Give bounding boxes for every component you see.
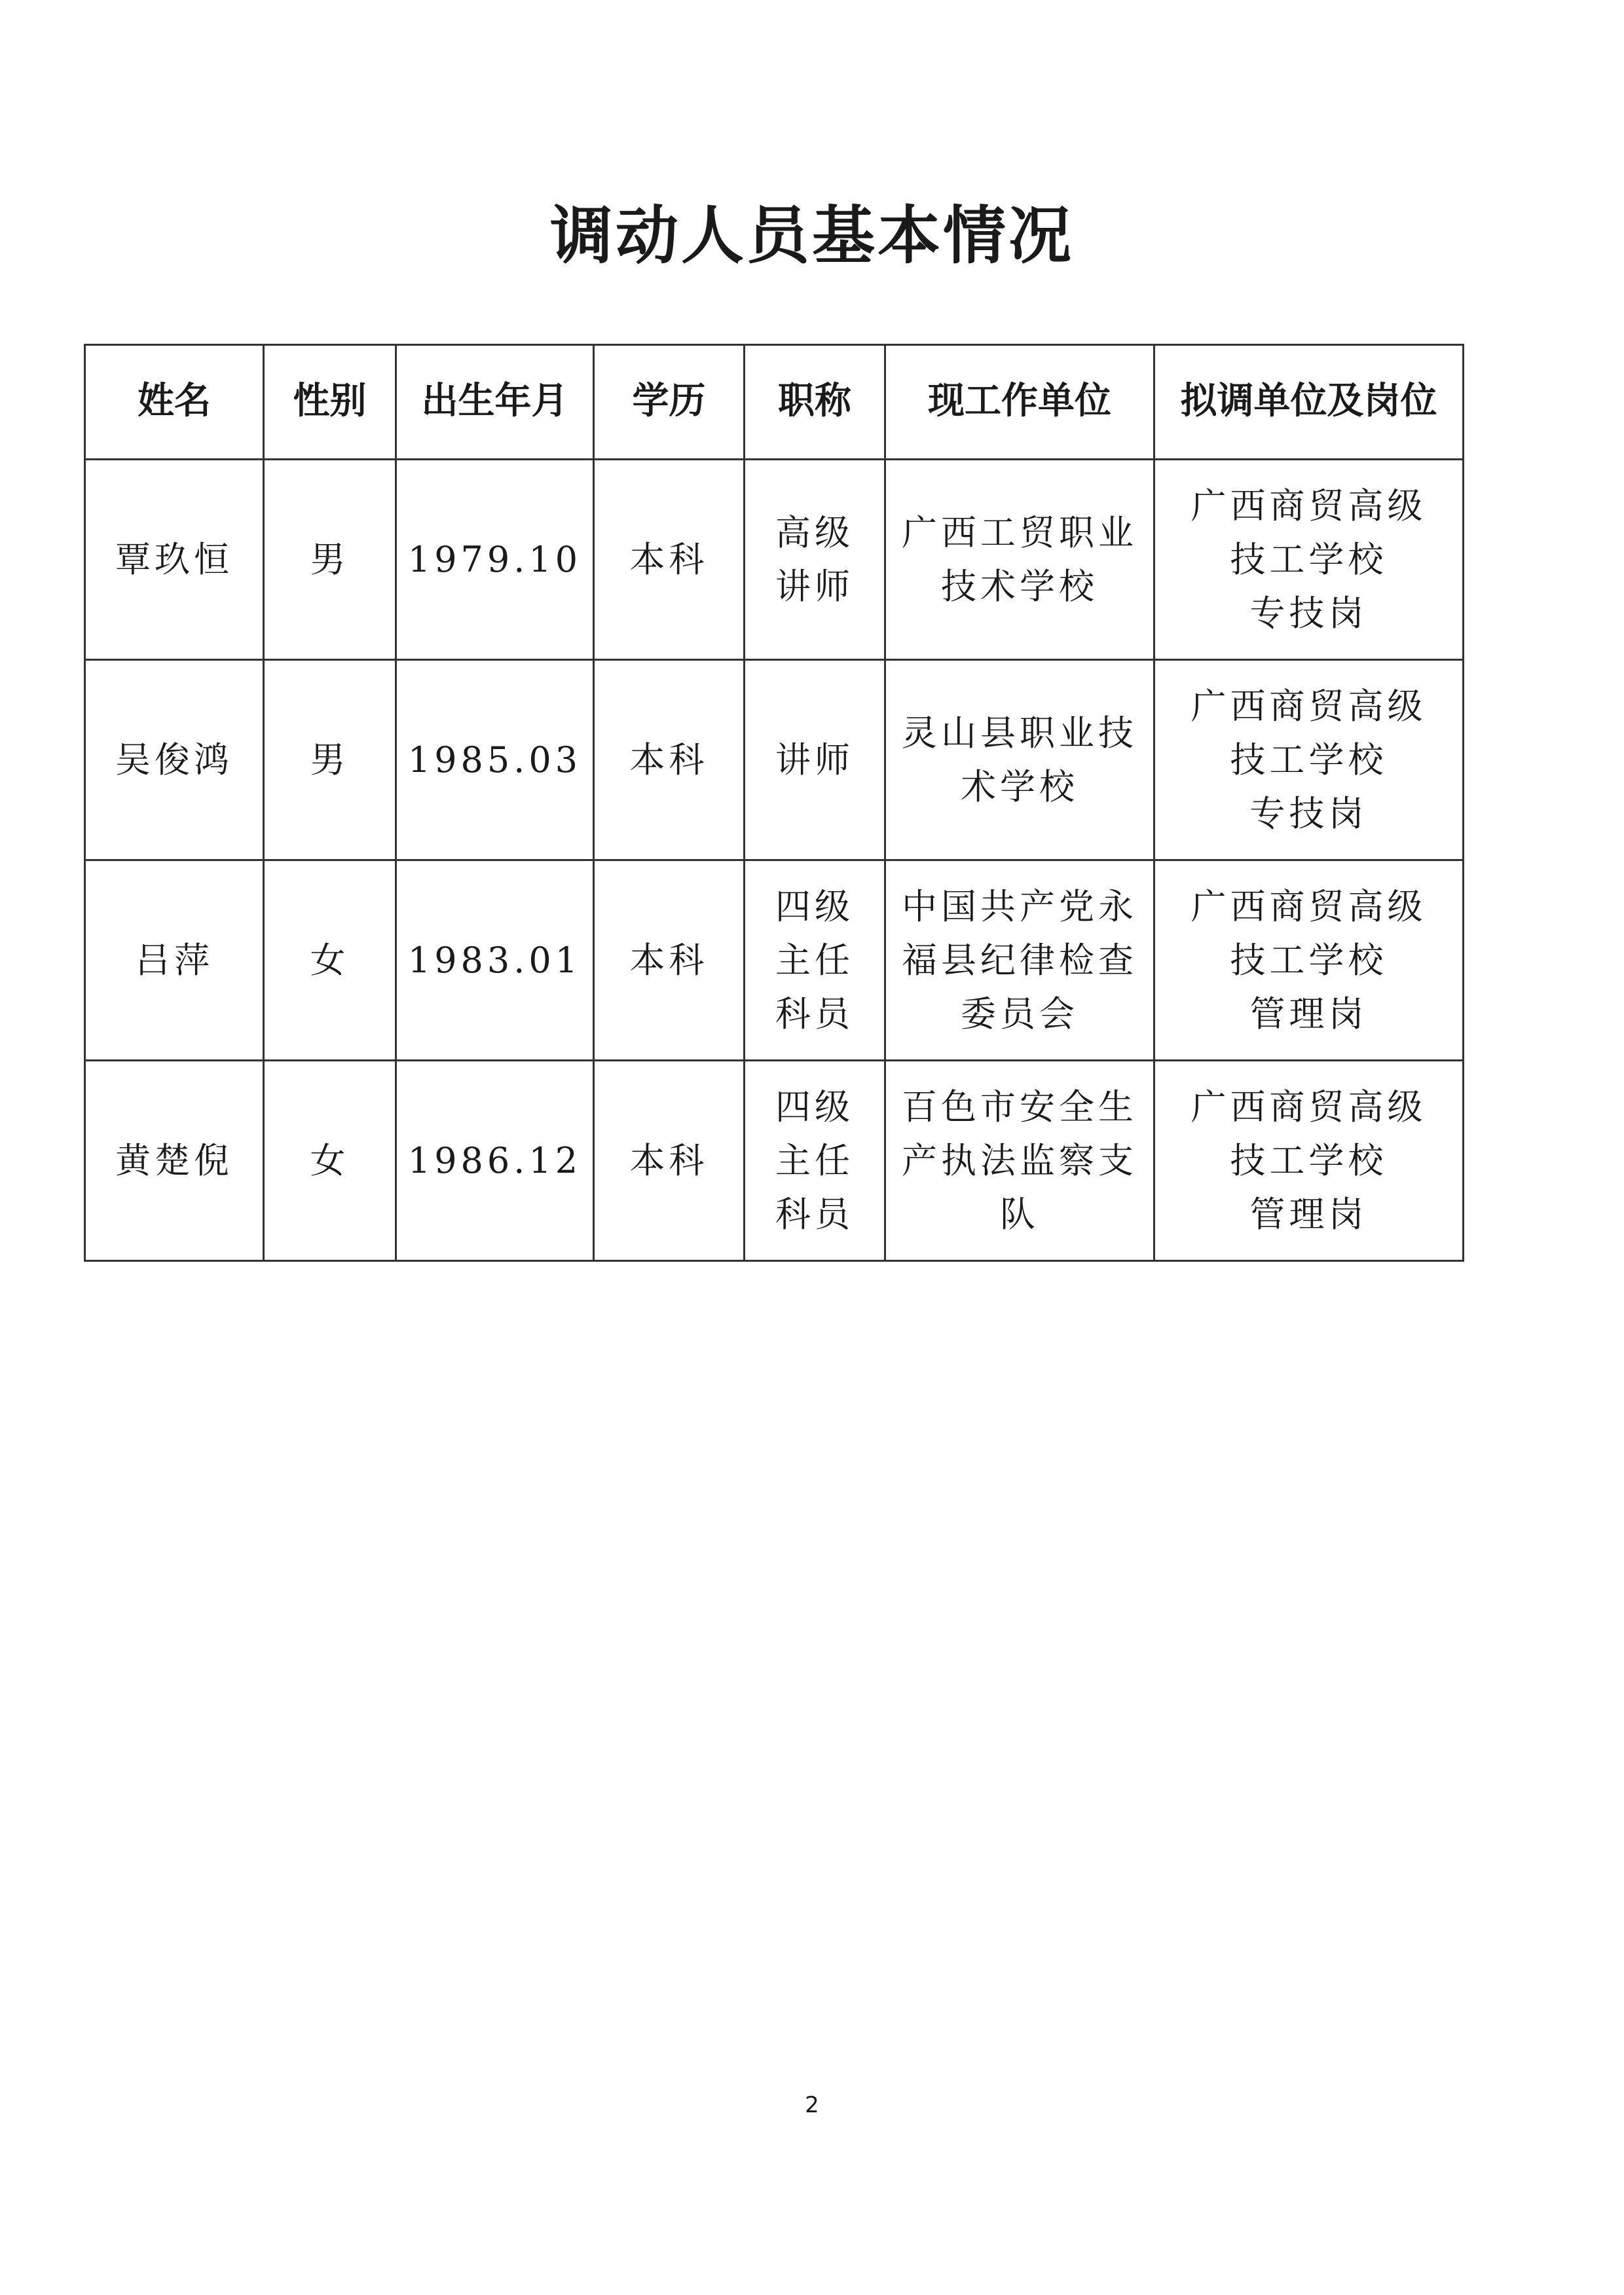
cell-name: 吴俊鸿 (85, 660, 264, 860)
cell-gender: 男 (264, 460, 396, 660)
cell-target (1154, 660, 1464, 860)
table-body (85, 460, 1464, 1261)
cell-target-line: 广西商贸高级 (1190, 885, 1427, 927)
cell-target-line: 广西商贸高级 (1190, 1086, 1427, 1128)
cell-target (1154, 860, 1464, 1061)
cell-current-unit-line: 中国共产党永 (902, 885, 1137, 927)
cell-current-unit-line: 队 (1000, 1193, 1039, 1235)
table-row (85, 460, 1464, 660)
cell-title-line: 讲师 (775, 739, 854, 780)
table-row (85, 1061, 1464, 1261)
cell-education: 本科 (594, 660, 745, 860)
cell-title (745, 1061, 885, 1261)
cell-current-unit (885, 1061, 1154, 1261)
header-education: 学历 (594, 345, 745, 460)
cell-birth: 1979.10 (396, 460, 594, 660)
personnel-table (84, 344, 1464, 1262)
cell-title (745, 860, 885, 1061)
table-header-row (85, 345, 1464, 460)
cell-gender: 女 (264, 860, 396, 1061)
cell-title-line: 四级 (775, 1086, 854, 1128)
cell-name: 覃玖恒 (85, 460, 264, 660)
cell-education: 本科 (594, 860, 745, 1061)
cell-target-line: 专技岗 (1249, 792, 1368, 834)
cell-target-line: 技工学校 (1230, 739, 1388, 780)
cell-title (745, 660, 885, 860)
cell-education: 本科 (594, 1061, 745, 1261)
cell-target-line: 广西商贸高级 (1190, 485, 1427, 526)
cell-education: 本科 (594, 460, 745, 660)
cell-title-line: 四级 (775, 885, 854, 927)
cell-title-line: 科员 (775, 993, 854, 1035)
cell-name: 黄楚倪 (85, 1061, 264, 1261)
header-birth: 出生年月 (396, 345, 594, 460)
cell-name: 吕萍 (85, 860, 264, 1061)
cell-title-line: 科员 (775, 1193, 854, 1235)
header-target: 拟调单位及岗位 (1154, 345, 1464, 460)
cell-gender: 男 (264, 660, 396, 860)
cell-current-unit-line: 术学校 (961, 765, 1079, 807)
cell-target (1154, 1061, 1464, 1261)
cell-target-line: 技工学校 (1230, 538, 1388, 580)
cell-current-unit-line: 灵山县职业技 (902, 712, 1137, 754)
cell-current-unit (885, 860, 1154, 1061)
cell-current-unit-line: 委员会 (961, 993, 1079, 1035)
cell-gender: 女 (264, 1061, 396, 1261)
cell-target-line: 管理岗 (1249, 993, 1368, 1035)
cell-target-line: 专技岗 (1249, 592, 1368, 634)
cell-title-line: 讲师 (775, 565, 854, 607)
cell-birth: 1985.03 (396, 660, 594, 860)
cell-target-line: 管理岗 (1249, 1193, 1368, 1235)
cell-current-unit-line: 技术学校 (941, 565, 1098, 607)
cell-current-unit-line: 百色市安全生 (902, 1086, 1137, 1128)
header-title: 职称 (745, 345, 885, 460)
cell-title-line: 主任 (775, 1139, 854, 1181)
cell-current-unit (885, 660, 1154, 860)
cell-current-unit-line: 广西工贸职业 (902, 511, 1137, 553)
header-gender: 性别 (264, 345, 396, 460)
cell-birth: 1986.12 (396, 1061, 594, 1261)
table-row (85, 860, 1464, 1061)
cell-target-line: 广西商贸高级 (1190, 685, 1427, 727)
cell-current-unit-line: 产执法监察支 (902, 1139, 1137, 1181)
header-name: 姓名 (85, 345, 264, 460)
cell-title-line: 高级 (775, 511, 854, 553)
cell-target (1154, 460, 1464, 660)
cell-current-unit-line: 福县纪律检查 (902, 939, 1137, 981)
cell-birth: 1983.01 (396, 860, 594, 1061)
cell-current-unit (885, 460, 1154, 660)
header-current-unit: 现工作单位 (885, 345, 1154, 460)
cell-target-line: 技工学校 (1230, 1139, 1388, 1181)
cell-title-line: 主任 (775, 939, 854, 981)
page-title: 调动人员基本情况 (550, 198, 1074, 272)
table-row (85, 660, 1464, 860)
cell-target-line: 技工学校 (1230, 939, 1388, 981)
page-number: 2 (805, 2092, 819, 2118)
cell-title (745, 460, 885, 660)
